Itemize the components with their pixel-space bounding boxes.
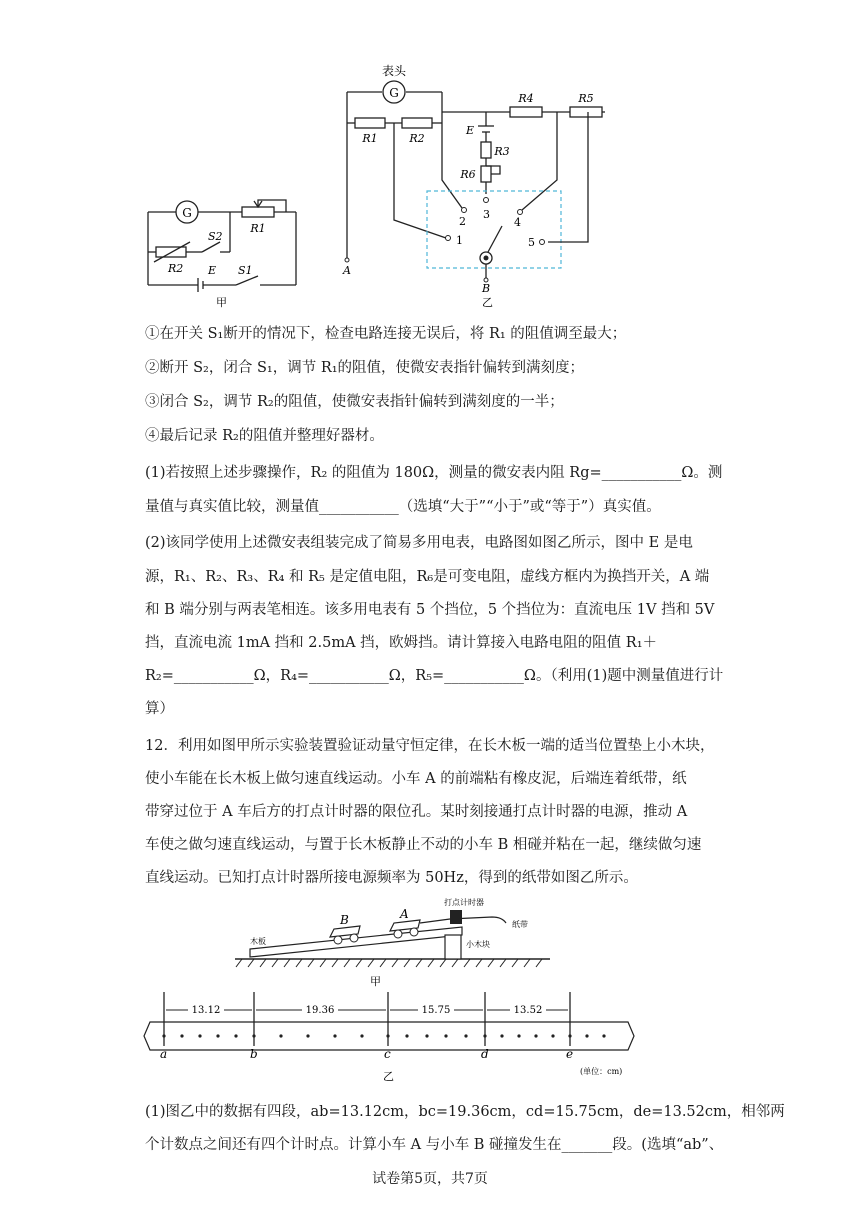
r5-label: R5 <box>578 92 594 105</box>
q12-sub1-line-2: 个计数点之间还有四个计时点。计算小车 A 与小车 B 碰撞发生在_______段。(选填“ab”、 <box>145 1137 724 1153</box>
r2-label-jia: R2 <box>168 262 184 275</box>
g-meter-label: G <box>389 86 399 100</box>
timer-label: 打点计时器 <box>444 898 484 907</box>
point-a-label: a <box>160 1047 168 1061</box>
tape-figure-caption: 乙 <box>383 1070 394 1083</box>
tape-unit-label: (单位：cm) <box>580 1067 623 1076</box>
point-e-label: e <box>566 1047 574 1061</box>
pos2-label: 2 <box>459 215 466 228</box>
g-meter-label-jia: G <box>182 206 192 220</box>
q2-line-6: 算） <box>145 701 174 717</box>
step-4: ④最后记录 R₂的阻值并整理好器材。 <box>145 428 384 444</box>
paper-tape-figure <box>140 990 640 1085</box>
tape-label: 纸带 <box>512 920 528 929</box>
r2-label: R2 <box>409 132 425 145</box>
yi-caption: 乙 <box>482 296 493 309</box>
biaotou-label: 表头 <box>381 64 407 78</box>
q2-line-2: 源，R₁、R₂、R₃、R₄ 和 R₅ 是定值电阻，R₆是可变电阻，虚线方框内为换挡开关，A 端 <box>145 569 710 585</box>
cart-b-label: B <box>340 913 349 927</box>
block-label: 小木块 <box>466 940 490 949</box>
q2-line-5: R₂=___________Ω，R₄=___________Ω，R₅=___________Ω。（利用(1)题中测量值进行计 <box>145 668 724 684</box>
point-c-label: c <box>384 1047 391 1061</box>
segment-cd-value: 15.75 <box>421 1005 451 1016</box>
segment-bc-value: 19.36 <box>305 1005 335 1016</box>
r6-label: R6 <box>460 168 476 181</box>
segment-de-value: 13.52 <box>513 1005 543 1016</box>
cart-a-label: A <box>400 907 409 921</box>
e-label: E <box>465 124 475 137</box>
page-footer: 试卷第5页，共7页 <box>372 1171 488 1187</box>
pos4-label: 4 <box>514 216 521 229</box>
q12-line-1: 12．利用如图甲所示实验装置验证动量守恒定律，在长木板一端的适当位置垫上小木块， <box>145 738 715 754</box>
step-1: ①在开关 S₁断开的情况下，检查电路连接无误后，将 R₁ 的阻值调至最大； <box>145 326 627 342</box>
cart-figure-caption: 甲 <box>370 975 381 988</box>
r4-label: R4 <box>518 92 534 105</box>
r1-label: R1 <box>362 132 378 145</box>
q1-line-1: (1)若按照上述步骤操作，R₂ 的阻值为 180Ω，测量的微安表内阻 Rg=___________Ω。测 <box>145 465 723 481</box>
e-label-jia: E <box>208 264 217 277</box>
s2-label: S2 <box>208 230 223 243</box>
q1-line-2: 量值与真实值比较，测量值___________（选填“大于”“小于”或“等于”）真实值。 <box>145 499 661 515</box>
q12-line-5: 直线运动。已知打点计时器所接电源频率为 50Hz，得到的纸带如图乙所示。 <box>145 870 638 886</box>
q2-line-4: 挡，直流电流 1mA 挡和 2.5mA 挡，欧姆挡。请计算接入电路电阻的阻值 R₁＋ <box>145 635 658 651</box>
step-3: ③闭合 S₂，调节 R₂的阻值，使微安表指针偏转到满刻度的一半； <box>145 394 564 410</box>
point-d-label: d <box>481 1047 489 1061</box>
a-terminal-label: A <box>343 264 351 277</box>
q12-line-4: 车使之做匀速直线运动，与置于长木板静止不动的小车 B 相碰并粘在一起，继续做匀速 <box>145 837 702 853</box>
r3-label: R3 <box>494 145 510 158</box>
q2-line-1: (2)该同学使用上述微安表组装完成了简易多用电表，电路图如图乙所示，图中 E 是电 <box>145 535 693 551</box>
half-deflection-circuit-diagram <box>140 190 305 310</box>
selector-switch-box <box>427 191 561 268</box>
q12-line-2: 使小车能在长木板上做匀速直线运动。小车 A 的前端粘有橡皮泥，后端连着纸带，纸 <box>145 771 687 787</box>
segment-ab-value: 13.12 <box>191 1005 221 1016</box>
r1-label-jia: R1 <box>250 222 266 235</box>
step-2: ②断开 S₂，闭合 S₁，调节 R₁的阻值，使微安表指针偏转到满刻度； <box>145 360 585 376</box>
jia-caption: 甲 <box>216 296 227 309</box>
point-b-label: b <box>250 1047 258 1061</box>
multimeter-circuit-diagram <box>330 60 594 310</box>
pos1-label: 1 <box>456 234 463 247</box>
b-terminal-label: B <box>482 282 491 295</box>
q12-line-3: 带穿过位于 A 车后方的打点计时器的限位孔。某时刻接通打点计时器的电源，推动 A <box>145 804 688 820</box>
s1-label: S1 <box>238 264 253 277</box>
cart-apparatus-figure <box>230 895 560 990</box>
pos5-label: 5 <box>528 236 535 249</box>
board-label: 木板 <box>250 937 266 946</box>
q12-sub1-line-1: (1)图乙中的数据有四段，ab=13.12cm，bc=19.36cm，cd=15.75cm，de=13.52cm，相邻两 <box>145 1104 785 1120</box>
pos3-label: 3 <box>483 208 490 221</box>
q2-line-3: 和 B 端分别与两表笔相连。该多用电表有 5 个挡位，5 个挡位为：直流电压 1V 挡和 5V <box>145 602 715 618</box>
